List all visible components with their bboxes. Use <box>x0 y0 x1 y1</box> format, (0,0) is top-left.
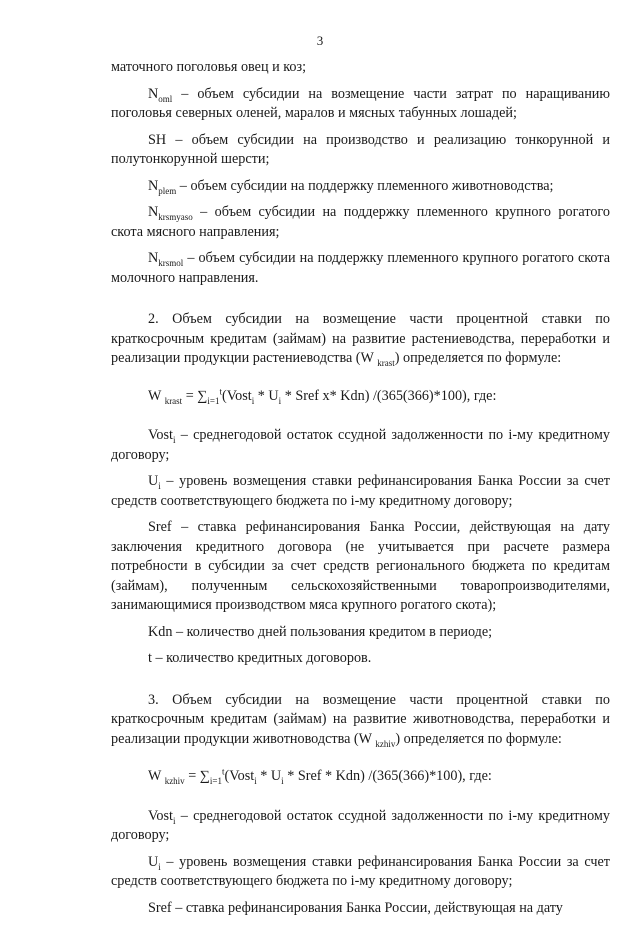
definition-u-2: $U_i$ – уровень возмещения ставки рефинансирования Банка России за счет средств соответствующего бюджета по i-му кредитному договору; <box>111 853 610 889</box>
definition-t: t – количество кредитных договоров. <box>148 650 372 666</box>
section-2-paragraph: 2. Объем субсидии на возмещение части процентной ставки по краткосрочным кредитам (займам) на развитие растениеводства, переработки и реализации продукции растениеводства (W $_{krast}$) определяется по формуле: <box>111 311 610 368</box>
definition-kdn: Kdn – количество дней пользования кредитом в периоде; <box>148 623 493 640</box>
definition-sh: SH – объем субсидии на производство и реализацию тонкорунной и полутонкорунной шерсти; <box>111 131 610 167</box>
definition-n-krsmyaso: $N_{krsmyaso}$ – объем субсидии на поддержку племенного крупного рогатого скота мясного направления; <box>111 204 610 240</box>
definition-vost: Vost$_i$ – среднегодовой остаток ссудной задолженности по i-му кредитному договору; <box>111 427 610 463</box>
section-3-paragraph: 3. Объем субсидии на возмещение части процентной ставки по краткосрочным кредитам (займам) на развитие животноводства, переработки и реализации продукции животноводства (W $_{kzhiv}$) определяется по формуле: <box>111 691 610 749</box>
definition-vost-2: Vost$_i$ – среднегодовой остаток ссудной задолженности по i-му кредитному договору; <box>111 807 610 843</box>
intro-line: маточного поголовья овец и коз; <box>111 59 307 75</box>
definition-n-oml: $N_{oml}$ – объем субсидии на возмещение части затрат по наращиванию поголовья северных оленей, маралов и мясных табунных лошадей; <box>111 85 610 121</box>
definition-n-krsmol: $N_{krsmol}$ – объем субсидии на поддержку племенного крупного рогатого скота молочного направления. <box>111 250 610 286</box>
document-body <box>111 58 610 925</box>
formula-w-kzhiv: W $_{kzhiv} = \sum_{i=1}^t(Vost_i * U_i$ * Sref * Kdn) /(365(366)*100), где: <box>148 766 492 786</box>
definition-u: $U_i$ – уровень возмещения ставки рефинансирования Банка России за счет средств соответствующего бюджета по i-му кредитному договору; <box>111 473 610 509</box>
formula-w-krast: W $_{krast} = \sum_{i=1}^t(Vost_i * U_i$ * Sref x* Kdn) /(365(366)*100), где: <box>148 385 497 406</box>
definition-sref-2: Sref – ставка рефинансирования Банка России, действующая на дату <box>148 899 563 916</box>
page-number: 3 <box>316 33 324 48</box>
definition-n-plem: $N_{plem}$ – объем субсидии на поддержку племенного животноводства; <box>148 177 554 196</box>
definition-sref: Sref – ставка рефинансирования Банка России, действующая на дату заключения кредитного договора (не учитывается при расчете размера потребности в субсидии за счет средств регионального бюджета по кредитам (займам), полученным сельскохозяйственными товаропроизводителями, занимающимися производством мяса крупного рогатого скота); <box>111 519 610 613</box>
